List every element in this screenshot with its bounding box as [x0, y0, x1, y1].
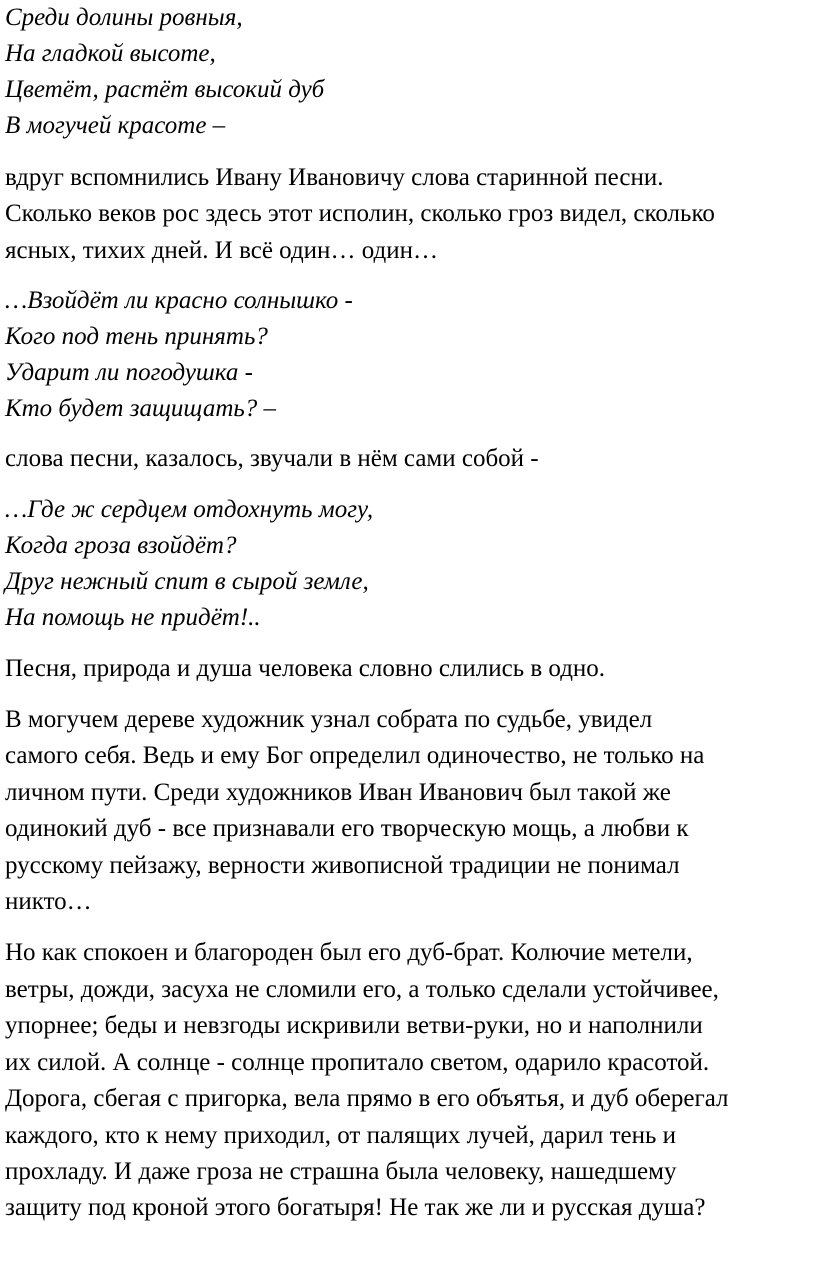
spacer [5, 478, 811, 492]
text-line: русскому пейзажу, верности живописной традиции не понимал [5, 851, 680, 879]
verse-line: …Взойдёт ли красно солнышко - [5, 287, 353, 315]
document-page [5, 0, 811, 1227]
verse-line: Ударит ли погодушка - [5, 359, 253, 387]
verse-line: В могучей красоте – [5, 112, 226, 139]
text-line: ветры, дожди, засуха не сломили его, а только сделали устойчивее, [5, 975, 719, 1003]
verse-line: …Где ж сердцем отдохнуть могу, [5, 495, 374, 523]
text-line: защиту под кроной этого богатыря! Не так же ли и русская душа? [5, 1194, 706, 1222]
spacer [5, 687, 811, 702]
paragraph-recollection [5, 160, 811, 269]
verse-line: На гладкой высоте, [5, 40, 216, 67]
text-line: В могучем дереве художник узнал собрата по судьбе, увидел [5, 706, 653, 734]
verse-line: Кого под тень принять? [5, 323, 268, 351]
verse-line: Цветёт, растёт высокий дуб [5, 76, 325, 103]
paragraph-kindred-spirit [5, 702, 811, 920]
spacer [5, 144, 811, 160]
text-line: личном пути. Среди художников Иван Иванович был такой же [5, 778, 671, 806]
text-line: Но как спокоен и благороден был его дуб-брат. Колючие метели, [5, 939, 693, 967]
poem-stanza-2 [5, 283, 811, 427]
spacer [5, 636, 811, 651]
text-line: ясных, тихих дней. И всё один… один… [5, 236, 438, 264]
spacer [5, 427, 811, 441]
text-line: слова песни, казалось, звучали в нём сами собой - [5, 445, 539, 473]
verse-line: Кто будет защищать? – [5, 395, 276, 423]
text-line: каждого, кто к нему приходил, от палящих лучей, дарил тень и [5, 1121, 677, 1149]
poem-stanza-1 [5, 0, 811, 144]
text-line: вдруг вспомнились Ивану Ивановичу слова старинной песни. [5, 164, 664, 191]
text-line: Сколько веков рос здесь этот исполин, сколько гроз видел, сколько [5, 200, 715, 228]
text-line: самого себя. Ведь и ему Бог определил одиночество, не только на [5, 742, 705, 770]
verse-line: Друг нежный спит в сырой земле, [5, 567, 369, 595]
text-line: их силой. А солнце - солнце пропитало светом, одарило красотой. [5, 1048, 710, 1076]
text-line: упорнее; беды и невзгоды искривили ветви-руки, но и наполнили [5, 1012, 703, 1040]
spacer [5, 920, 811, 935]
text-line: прохладу. И даже гроза не страшна была человеку, нашедшему [5, 1157, 677, 1185]
verse-line: Когда гроза взойдёт? [5, 531, 237, 559]
paragraph-song-nature-soul [5, 651, 811, 687]
poem-stanza-3 [5, 492, 811, 636]
spacer [5, 269, 811, 283]
verse-line: Среди долины ровныя, [5, 4, 243, 31]
text-line: Дорога, сбегая с пригорка, вела прямо в его объятья, и дуб оберегал [5, 1085, 729, 1113]
text-line: никто… [5, 888, 92, 916]
verse-line: На помощь не придёт!.. [5, 603, 261, 631]
text-line: одинокий дуб - все признавали его творческую мощь, а любви к [5, 815, 689, 843]
paragraph-oak-brother [5, 935, 811, 1226]
paragraph-song-words [5, 441, 811, 477]
text-line: Песня, природа и душа человека словно слились в одно. [5, 654, 606, 682]
